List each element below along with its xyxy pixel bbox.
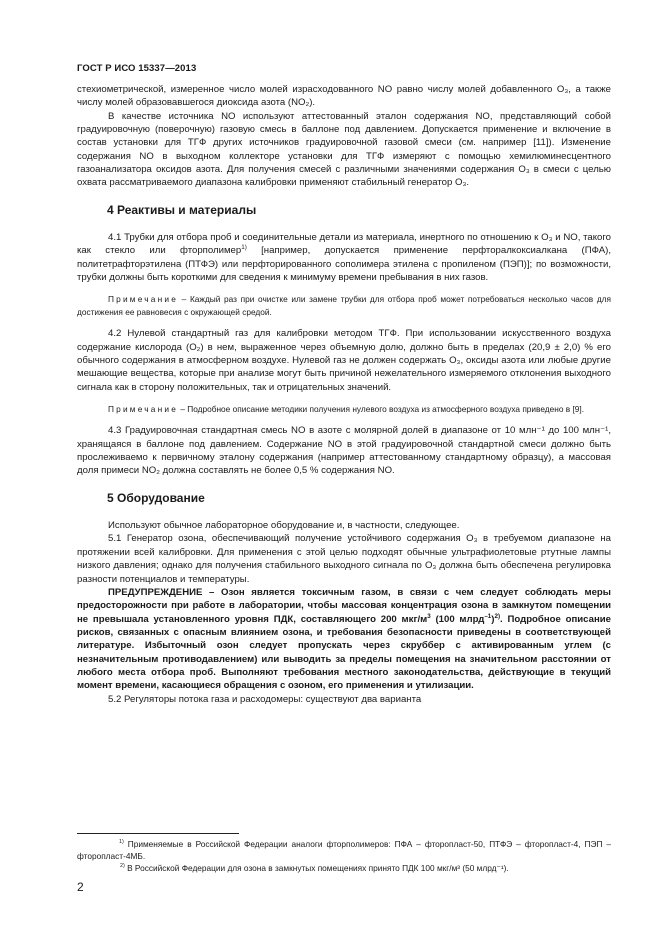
footnote-2-text: В Российской Федерации для озона в замкнутых помещениях принято ПДК 100 мкг/м³ (50 млрд⁻¹). bbox=[124, 863, 509, 873]
warning-sup-1: 3 bbox=[427, 612, 431, 620]
intro-paragraph-2: В качестве источника NO используют аттестованный эталон содержания NO, представляющий собой градуировочную (поверочную) газовую смесь в баллоне под давлением. Допускается применение и включение в состав установки для ТГФ других источников градуировочной газовой смеси (см. например [11]). Изменение содержания NO в выходном коллекторе установки для ТГФ измеряют с помощью хемилюминесцентного газоанализатора оксидов азота. Для получения смесей с различными значениями содержания O₃ в смеси с целью охвата рассматриваемого диапазона калибровки применяют стабильный генератор O₃. bbox=[77, 110, 611, 189]
footnote-ref-2: 2) bbox=[494, 612, 501, 620]
warning-text-d: . Подробное описание рисков, связанных с опасным влиянием озона, и требования безопасности приведены в соответствующей литературе. Избыточный озон следует пропускать через скруббер с активированным углем (с незначительным противодавлением) или выводить за пределы помещения на значительном расстоянии от любого места отбора проб. Выполняют требования местного законодательства, действующие в текущий момент времени, касающиеся обращения с озоном, его применения и утилизации. bbox=[77, 613, 611, 692]
page-body bbox=[77, 83, 611, 706]
ozone-warning bbox=[77, 586, 611, 693]
note-1 bbox=[77, 293, 611, 318]
note-2 bbox=[77, 403, 611, 415]
footnote-separator bbox=[77, 833, 239, 834]
clause-4-1-text-a: 4.1 Трубки для отбора проб и соединительные детали из материала, инертного по отношению к O₃ и NO, такого как стекло или фторполимер bbox=[77, 232, 611, 257]
clause-5-1: 5.1 Генератор озона, обеспечивающий получение устойчивого содержания O₃ в требуемом диапазоне на протяжении всей калибровки. Для применения с этой целью подходят обычные ультрафиолетовые ртутные лампы низкого давления; однако для получения стабильного выходного сигнала по O₃ должна быть обеспечена регулировка разности потенциалов и температуры. bbox=[77, 533, 611, 585]
footnote-1 bbox=[77, 838, 611, 863]
footnote-1-text: Применяемые в Российской Федерации аналоги фторполимеров: ПФА – фторопласт-50, ПТФЭ – фторопласт-4, ПЭП – фторопласт-4МБ. bbox=[77, 839, 611, 862]
intro-paragraph-1: стехиометрической, измеренное число молей израсходованного NO равно числу молей добавленного O₃, а также числу молей образовавшегося диоксида азота (NO₂). bbox=[77, 84, 611, 109]
clause-4-3: 4.3 Градуировочная стандартная смесь NO в азоте с молярной долей в диапазоне от 10 млн⁻¹ до 100 млн⁻¹, хранящаяся в баллоне под давлением. Содержание NO в этой градуировочной стандартной смеси должно быть прослеживаемо к первичному эталону содержания (например аттестованному стандартному образцу), а массовая доля примеси NO₂ должна составлять не более 0,5 % содержания NO. bbox=[77, 425, 611, 477]
footnote-2-mark: 2) bbox=[120, 863, 125, 870]
clause-4-2: 4.2 Нулевой стандартный газ для калибровки методом ТГФ. При использовании искусственного воздуха содержание кислорода (O₂) в нем, выраженное через объемную долю, должно быть в пределах (20,9 ± 2,0) % его обычного содержания в атмосферном воздухе. Нулевой газ не должен содержать O₃, оксиды азота или любые другие мешающие вещества, которые при анализе могут быть причиной нежелательного измеряемого отклонения выходного сигнала как в сторону положительных, так и отрицательных значений. bbox=[77, 328, 611, 393]
page-header: ГОСТ Р ИСО 15337—2013 bbox=[77, 63, 197, 74]
note-label: Примечание bbox=[108, 294, 179, 305]
clause-4-1-text-b: [например, допускается применение перфторалкоксиалкана (ПФА), политетрафторэтилена (ПТФЭ) или перфторированного сополимера этилена с пропиленом (ПЭП)]; по возможности, трубки должны быть короткими для сведения к минимуму времени пребывания в них газов. bbox=[77, 245, 611, 284]
note-label: Примечание bbox=[108, 404, 179, 414]
note-1-text: – Каждый раз при очистке или замене трубки для отбора проб может потребоваться несколько часов для достижения ее равновесия с окружающей средой. bbox=[77, 294, 611, 317]
warning-text-b: (100 млрд bbox=[430, 613, 485, 625]
section-5-heading: 5 Оборудование bbox=[107, 490, 205, 505]
footnote-1-mark: 1) bbox=[119, 839, 124, 846]
footnote-2 bbox=[120, 862, 611, 874]
note-2-text: – Подробное описание методики получения нулевого воздуха из атмосферного воздуха приведено в [9]. bbox=[178, 404, 585, 414]
clause-4-1 bbox=[77, 231, 611, 284]
warning-text-c: ) bbox=[491, 613, 495, 625]
warning-text-a: ПРЕДУПРЕЖДЕНИЕ – Озон является токсичным газом, в связи с чем следует соблюдать меры предосторожности при работе в лаборатории, чтобы массовая концентрация озона в замкнутом помещении не превышала установленного уровня ПДК, составляющего 200 мкг/м bbox=[77, 586, 611, 625]
page-number: 2 bbox=[77, 880, 84, 894]
clause-5-2: 5.2 Регуляторы потока газа и расходомеры: существуют два варианта bbox=[108, 693, 422, 705]
section-5-intro: Используют обычное лабораторное оборудование и, в частности, следующее. bbox=[108, 520, 460, 532]
footnote-ref-1: 1) bbox=[241, 244, 247, 252]
warning-sup-2: –1 bbox=[484, 612, 492, 620]
section-4-heading: 4 Реактивы и материалы bbox=[107, 202, 257, 217]
